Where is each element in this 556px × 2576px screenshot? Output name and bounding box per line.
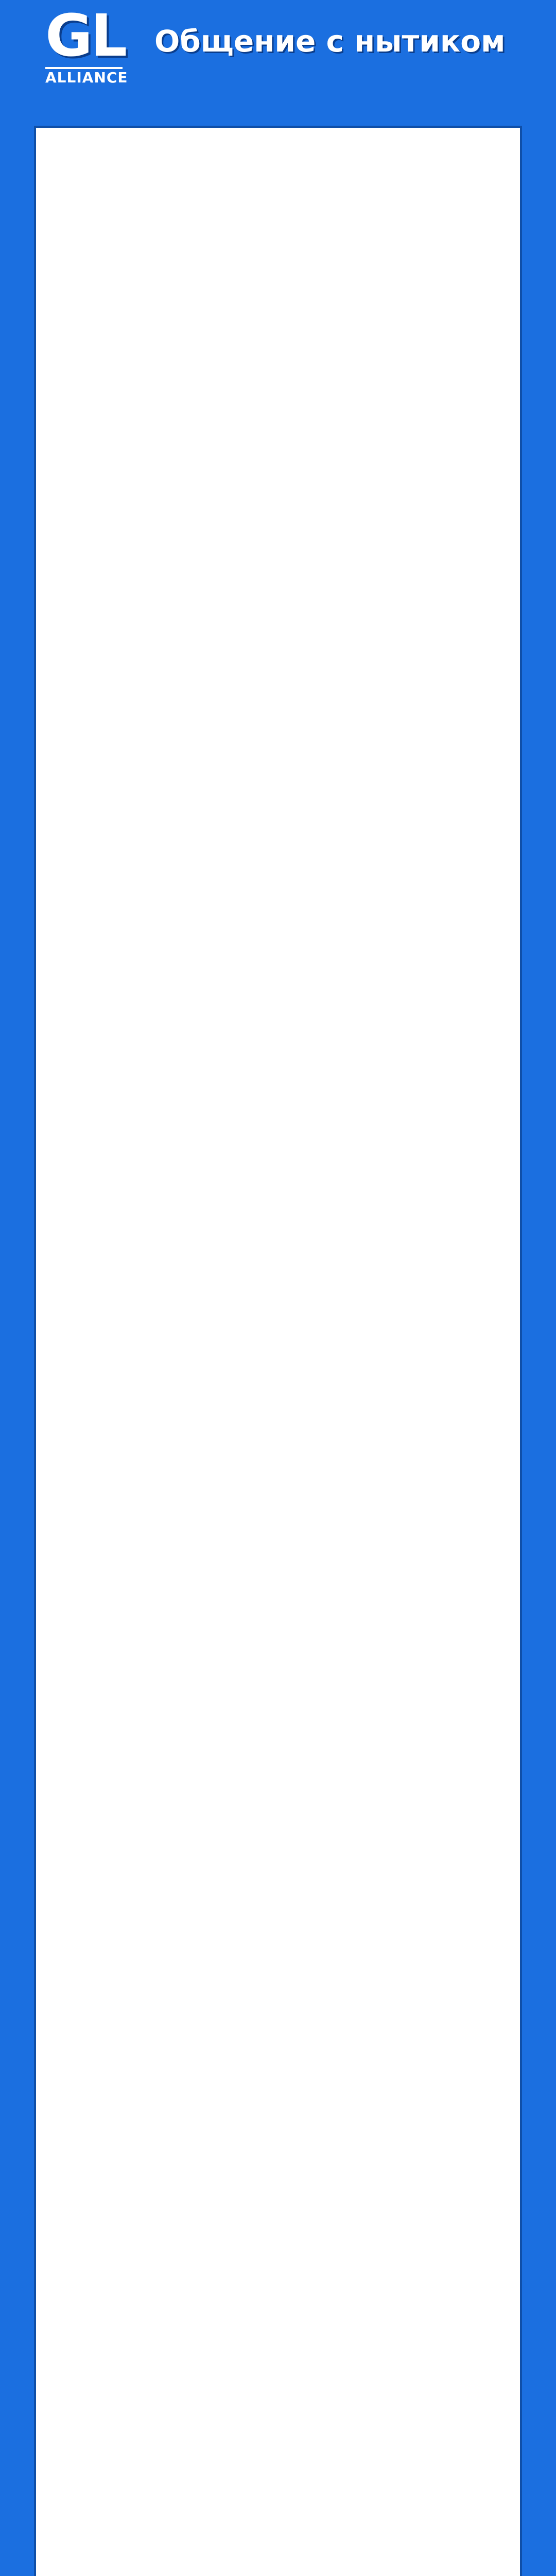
gl-alliance-logo: [45, 3, 128, 93]
post-panel: [34, 126, 522, 2576]
logo-sub-text: ALLIANCE: [45, 67, 123, 87]
logo-main-text: GL: [45, 3, 126, 70]
page-header: [0, 0, 556, 103]
page-title: Общение с нытиком: [154, 24, 506, 59]
